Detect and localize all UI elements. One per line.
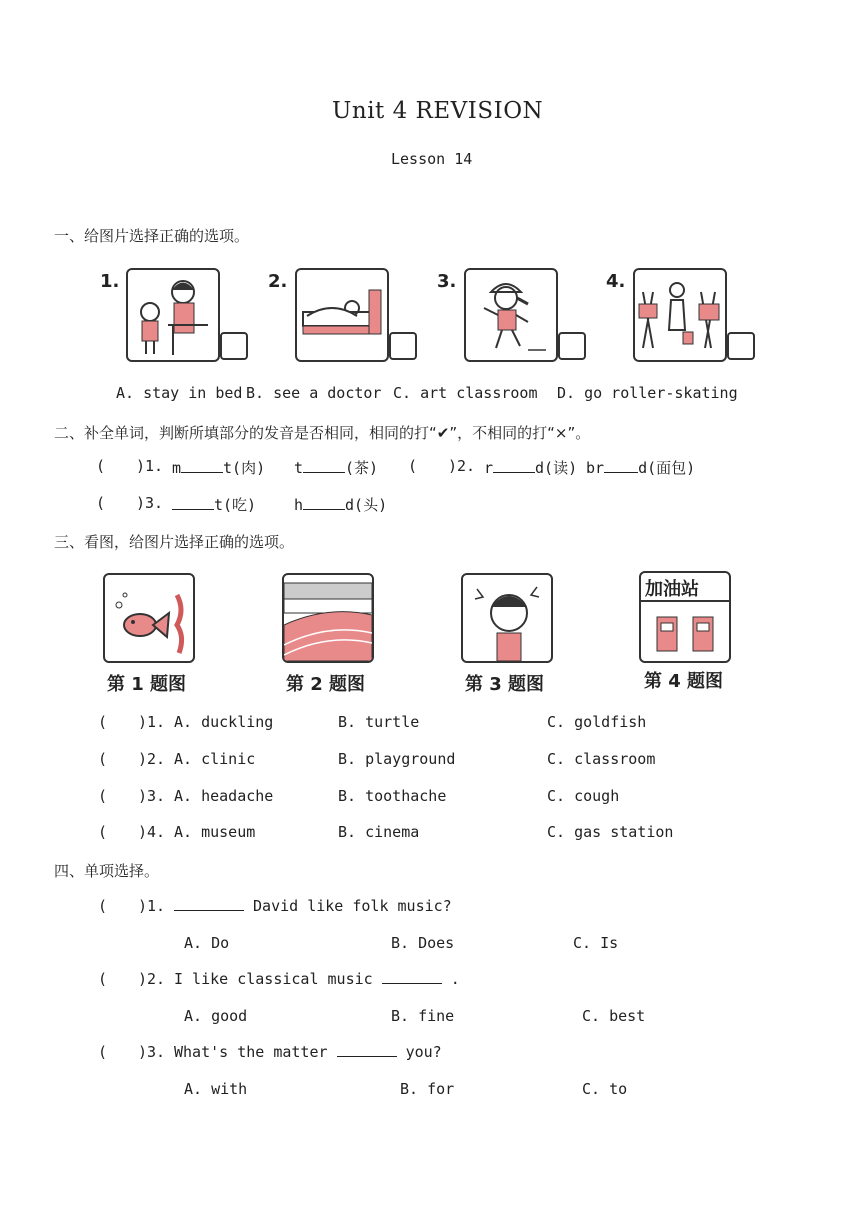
answer-box-3[interactable] (558, 332, 586, 360)
s3-q4-option-b: B. cinema (338, 823, 420, 841)
s3-q4-option-a: A. museum (174, 823, 256, 841)
section-3-heading: 三、看图，给图片选择正确的选项。 (54, 533, 295, 551)
fill-blank[interactable] (181, 460, 223, 473)
s4-q1-paren: ( (98, 897, 108, 915)
picture-art-classroom (633, 268, 727, 362)
s3-q3-option-c: C. cough (547, 787, 620, 805)
s2-q3-paren: ( (96, 494, 106, 512)
s3-q4-number: )4. (138, 823, 166, 841)
page-title: Unit 4 REVISION (332, 98, 544, 124)
gas-station-sign: 加油站 (645, 579, 699, 600)
caption-1: 第 1 题图 (107, 674, 187, 695)
s4-q2-option-c: C. best (582, 1007, 646, 1025)
s4-q2-stem (174, 970, 460, 988)
picture-number-4: 4. (606, 271, 626, 292)
s4-q1-option-b: B. Does (391, 934, 455, 952)
picture-number-2: 2. (268, 271, 288, 292)
s3-q3-option-b: B. toothache (338, 787, 447, 805)
picture-roller-skating (464, 268, 558, 362)
s3-q3-paren: ( (98, 787, 108, 805)
s4-q3-option-c: C. to (582, 1080, 628, 1098)
s2-q1-paren: ( (96, 457, 106, 475)
s3-q1-option-a: A. duckling (174, 713, 274, 731)
stem-post: . (450, 970, 460, 988)
caption-2: 第 2 题图 (286, 674, 366, 695)
picture-number-1: 1. (100, 271, 120, 292)
s3-q1-option-b: B. turtle (338, 713, 420, 731)
picture-number-3: 3. (437, 271, 457, 292)
word-prefix: t (294, 459, 304, 477)
fill-blank[interactable] (493, 460, 535, 473)
word-prefix: m (172, 459, 182, 477)
s4-q3-paren: ( (98, 1043, 108, 1061)
answer-box-4[interactable] (727, 332, 755, 360)
answer-box-2[interactable] (389, 332, 417, 360)
word-suffix: (茶) (345, 459, 379, 477)
s2-q3-word2 (294, 494, 387, 515)
option-c: C. art classroom (393, 384, 538, 402)
stem-pre: What's the matter (174, 1043, 328, 1061)
word-prefix: br (586, 459, 605, 477)
s3-q4-paren: ( (98, 823, 108, 841)
s2-q2-paren: ( (408, 457, 418, 475)
s4-q2-option-b: B. fine (391, 1007, 455, 1025)
picture-see-doctor (126, 268, 220, 362)
s2-q3-number: )3. (136, 494, 164, 512)
option-d: D. go roller-skating (557, 384, 738, 402)
option-a: A. stay in bed (116, 384, 243, 402)
s2-q1-number: )1. (136, 457, 164, 475)
fill-blank[interactable] (172, 497, 214, 510)
word-suffix: d(头) (345, 496, 388, 514)
s3-q3-option-a: A. headache (174, 787, 274, 805)
s4-q2-number: )2. (138, 970, 166, 988)
picture-goldfish (103, 573, 195, 663)
fill-blank[interactable] (174, 898, 244, 911)
s3-q4-option-c: C. gas station (547, 823, 674, 841)
s3-q3-number: )3. (138, 787, 166, 805)
stem-post: David like folk music? (253, 897, 452, 915)
s3-q2-paren: ( (98, 750, 108, 768)
picture-headache (461, 573, 553, 663)
word-prefix: r (484, 459, 494, 477)
fill-blank[interactable] (604, 460, 638, 473)
section-4-heading: 四、单项选择。 (54, 862, 160, 880)
fill-blank[interactable] (382, 971, 442, 984)
lesson-subtitle: Lesson 14 (391, 150, 473, 168)
word-suffix: t(肉) (223, 459, 266, 477)
picture-stay-in-bed (295, 268, 389, 362)
s4-q1-option-c: C. Is (573, 934, 619, 952)
fill-blank[interactable] (337, 1044, 397, 1057)
word-suffix: d(读) (535, 459, 578, 477)
word-suffix: d(面包) (638, 459, 696, 477)
answer-box-1[interactable] (220, 332, 248, 360)
s2-q2-word2 (586, 457, 695, 478)
s4-q1-stem (174, 897, 452, 915)
word-suffix: t(吃) (214, 496, 257, 514)
word-prefix: h (294, 496, 304, 514)
caption-4: 第 4 题图 (644, 671, 724, 692)
section-2-heading: 二、补全单词，判断所填部分的发音是否相同，相同的打“✔”，不相同的打“×”。 (54, 424, 591, 442)
s4-q1-option-a: A. Do (184, 934, 230, 952)
s3-q2-option-b: B. playground (338, 750, 456, 768)
stem-post: you? (405, 1043, 442, 1061)
s2-q2-word1 (484, 457, 577, 478)
stem-pre: I like classical music (174, 970, 373, 988)
section-1-heading: 一、给图片选择正确的选项。 (54, 227, 250, 245)
s3-q1-number: )1. (138, 713, 166, 731)
fill-blank[interactable] (303, 460, 345, 473)
s4-q3-number: )3. (138, 1043, 166, 1061)
caption-3: 第 3 题图 (465, 674, 545, 695)
s3-q2-option-c: C. classroom (547, 750, 656, 768)
s4-q3-option-a: A. with (184, 1080, 248, 1098)
s3-q2-option-a: A. clinic (174, 750, 256, 768)
s2-q1-word2 (294, 457, 378, 478)
s4-q2-option-a: A. good (184, 1007, 248, 1025)
fill-blank[interactable] (303, 497, 345, 510)
s4-q3-stem (174, 1043, 442, 1061)
s2-q1-word1 (172, 457, 265, 478)
s4-q1-number: )1. (138, 897, 166, 915)
picture-gas-station (639, 571, 731, 663)
s3-q1-paren: ( (98, 713, 108, 731)
s2-q3-word1 (172, 494, 256, 515)
s4-q2-paren: ( (98, 970, 108, 988)
s2-q2-number: )2. (448, 457, 476, 475)
picture-playground (282, 573, 374, 663)
option-b: B. see a doctor (246, 384, 382, 402)
s3-q1-option-c: C. goldfish (547, 713, 647, 731)
s4-q3-option-b: B. for (400, 1080, 455, 1098)
s3-q2-number: )2. (138, 750, 166, 768)
